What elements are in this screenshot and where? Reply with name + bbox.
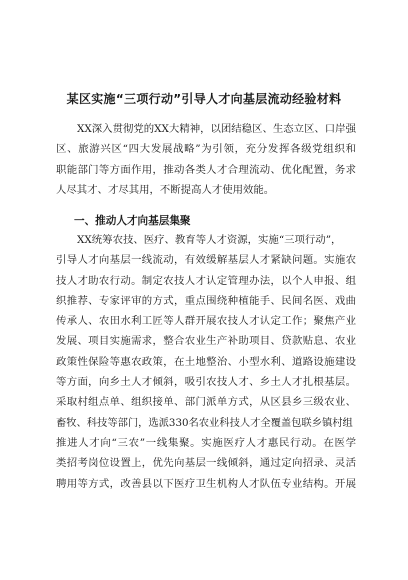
paragraph-line: 等方面，向乡土人才倾斜，吸引农技人才、乡土人才扎根基层。	[56, 376, 356, 389]
document-title: 某区实施“三项行动”引导人才向基层流动经验材料	[66, 92, 342, 106]
paragraph-line: 织推荐、专家评审的方式，重点围绕种植能手、民间名医、戏曲	[56, 294, 356, 307]
section-paragraph	[56, 230, 356, 494]
paragraph-line: 类招考岗位设置上，优先向基层一线倾斜，通过定向招录、灵活	[56, 457, 356, 470]
paragraph-line: XX统筹农技、医疗、教育等人才资源，实施“三项行动”，	[77, 234, 342, 246]
intro-paragraph	[56, 119, 356, 200]
paragraph-line: 区、旅游兴区“四大发展战略”为引领，充分发挥各级党组织和	[56, 143, 356, 156]
paragraph-line: 采取村组点单、组织接单、部门派单方式，从区县乡三级农业、	[56, 396, 356, 409]
paragraph-line: XX深入贯彻党的XX大精神，以团结稳区、生态立区、口岸强	[77, 123, 356, 135]
paragraph-line: 聘用等方式，改善县以下医疗卫生机构人才队伍专业结构。开展	[56, 477, 356, 490]
paragraph-line: 人尽其才、才尽其用，不断提高人才使用效能。	[56, 183, 275, 196]
section-heading: 一、推动人才向基层集聚	[74, 215, 191, 227]
paragraph-line: 技人才助农行动。制定农技人才认定管理办法，以个人申报、组	[56, 274, 356, 287]
paragraph-line: 职能部门等方面作用，推动各类人才合理流动、优化配置，务求	[56, 163, 356, 176]
paragraph-line: 政策性保险等惠农政策，在土地整治、小型水利、道路设施建设	[56, 355, 356, 368]
paragraph-line: 引导人才向基层一线流动，有效缓解基层人才紧缺问题。实施农	[56, 254, 356, 267]
paragraph-line: 畜牧、科技等部门，选派330名农业科技人才全覆盖包联乡镇村组	[56, 416, 353, 429]
paragraph-line: 推进人才向“三农”一线集聚。实施医疗人才惠民行动。在医学	[56, 436, 356, 449]
paragraph-line: 发展、项目实施需求，整合农业生产补助项目、贷款贴息、农业	[56, 335, 356, 348]
paragraph-line: 传承人、农田水利工匠等人群开展农技人才认定工作；聚焦产业	[56, 315, 356, 328]
